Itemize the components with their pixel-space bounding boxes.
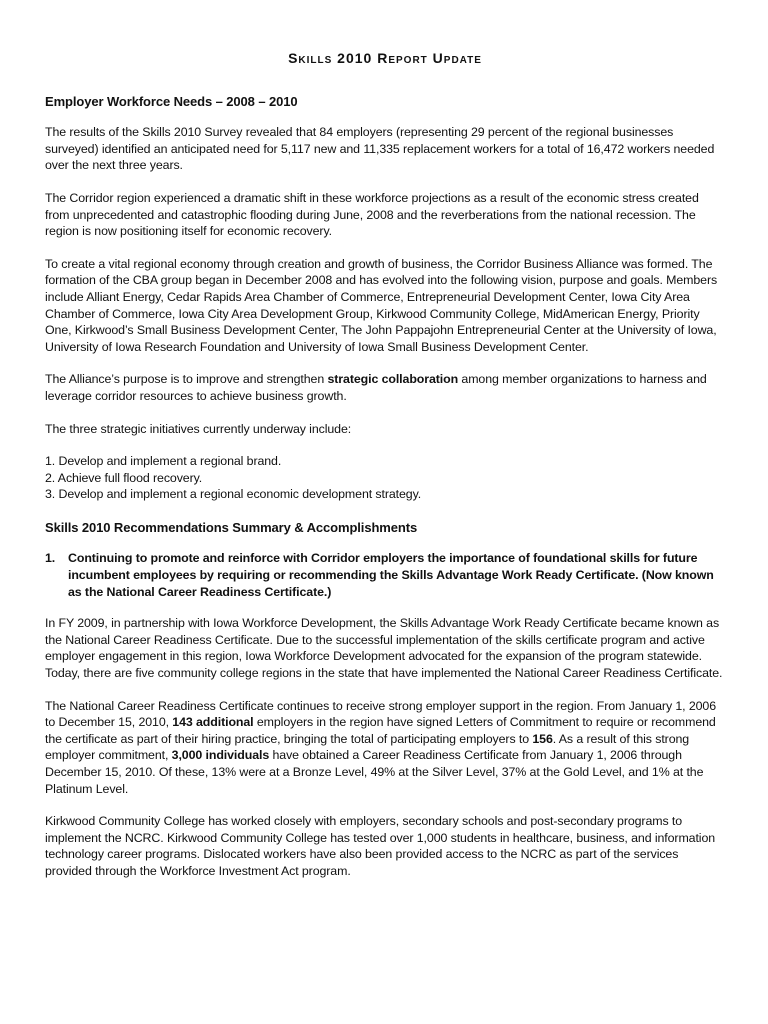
paragraph-employer-support bbox=[45, 698, 725, 798]
paragraph-survey-results: The results of the Skills 2010 Survey revealed that 84 employers (representing 29 percent of the regional businesses surveyed) identified an anticipated need for 5,117 new and 11,335 replacement workers for a total of 16,472 workers needed over the next three years. bbox=[45, 125, 715, 173]
paragraph-initiatives-intro: The three strategic initiatives currently underway include: bbox=[45, 421, 352, 436]
support-bold-additional: 143 additional bbox=[172, 715, 254, 730]
support-bold-individuals: 3,000 individuals bbox=[171, 748, 270, 763]
support-text-4: have obtained a Career Readiness Certificate from January 1, 2006 through December 15, 2010. Of these, 13% were at a Bronze Level, 49% at the Silver Level, 37% at the Gold Level, and 1% at the Platinum Level. bbox=[45, 748, 704, 796]
support-text-2: employers in the region have signed Letters of Commitment to require or recommend the certificate as part of their hiring practice, bringing the total of participating employers to bbox=[45, 715, 716, 746]
paragraph-alliance-purpose bbox=[45, 371, 725, 404]
support-text-3: . As a result of this strong employer commitment, bbox=[45, 731, 690, 763]
purpose-text-end: among member organizations to harness and leverage corridor resources to achieve business growth. bbox=[45, 372, 707, 403]
recommendation-text: Continuing to promote and reinforce with Corridor employers the importance of foundational skills for future incumbent employees by requiring or recommending the Skills Advantage Work Ready Certificate. (Now known as the National Career Readiness Certificate.) bbox=[68, 551, 714, 599]
list-item: 1. Develop and implement a regional brand. bbox=[45, 454, 282, 469]
document-body bbox=[45, 50, 725, 896]
paragraph-ncrc-partnership: In FY 2009, in partnership with Iowa Workforce Development, the Skills Advantage Work Ready Certificate became known as the National Career Readiness Certificate. Due to the successful implementation of the skills certificate program and active employer engagement in this region, Iowa Workforce Development advocated for the expansion of the program statewide. Today, there are five community college regions in the state that have implemented the National Career Readiness Certificate. bbox=[45, 616, 723, 681]
support-bold-total: 156 bbox=[532, 731, 553, 746]
purpose-text-bold: strategic collaboration bbox=[327, 372, 459, 387]
purpose-text-start: The Alliance’s purpose is to improve and strengthen bbox=[45, 372, 328, 387]
paragraph-business-alliance: To create a vital regional economy through creation and growth of business, the Corridor Business Alliance was formed. The formation of the CBA group began in December 2008 and has evolved into the following vision, purpose and goals. Members include Alliant Energy, Cedar Rapids Area Chamber of Commerce, Entrepreneurial Development Center, Iowa City Area Chamber of Commerce, Iowa City Area Development Group, Kirkwood Community College, MidAmerican Energy, Priority One, Kirkwood’s Small Business Development Center, The John Pappajohn Entrepreneurial Center at the University of Iowa, University of Iowa Research Foundation and University of Iowa Small Business Development Center. bbox=[45, 256, 718, 354]
page-title: Skills 2010 Report Update bbox=[288, 50, 482, 66]
section-heading-workforce-needs: Employer Workforce Needs – 2008 – 2010 bbox=[45, 93, 298, 109]
paragraph-kirkwood-ncrc: Kirkwood Community College has worked closely with employers, secondary schools and post-secondary programs to implement the NCRC. Kirkwood Community College has tested over 1,000 students in healthcare, business, and information technology career programs. Dislocated workers have also been provided access to the NCRC as part of the services provided through the Workforce Investment Act program. bbox=[45, 814, 716, 878]
section-heading-recommendations: Skills 2010 Recommendations Summary & Accomplishments bbox=[45, 519, 418, 535]
initiatives-list bbox=[45, 453, 725, 503]
list-item: 3. Develop and implement a regional economic development strategy. bbox=[45, 487, 422, 502]
recommendation-item bbox=[45, 550, 725, 600]
recommendation-number: 1. bbox=[45, 551, 56, 566]
support-text-1: The National Career Readiness Certificate continues to receive strong employer support in the region. From January 1, 2006 to December 15, 2010, bbox=[45, 698, 717, 730]
paragraph-corridor-shift: The Corridor region experienced a dramatic shift in these workforce projections as a result of the economic stress created from unprecedented and catastrophic flooding during June, 2008 and the reverberations from the national recession. The region is now positioning itself for economic recovery. bbox=[45, 190, 699, 239]
list-item: 2. Achieve full flood recovery. bbox=[45, 470, 203, 485]
